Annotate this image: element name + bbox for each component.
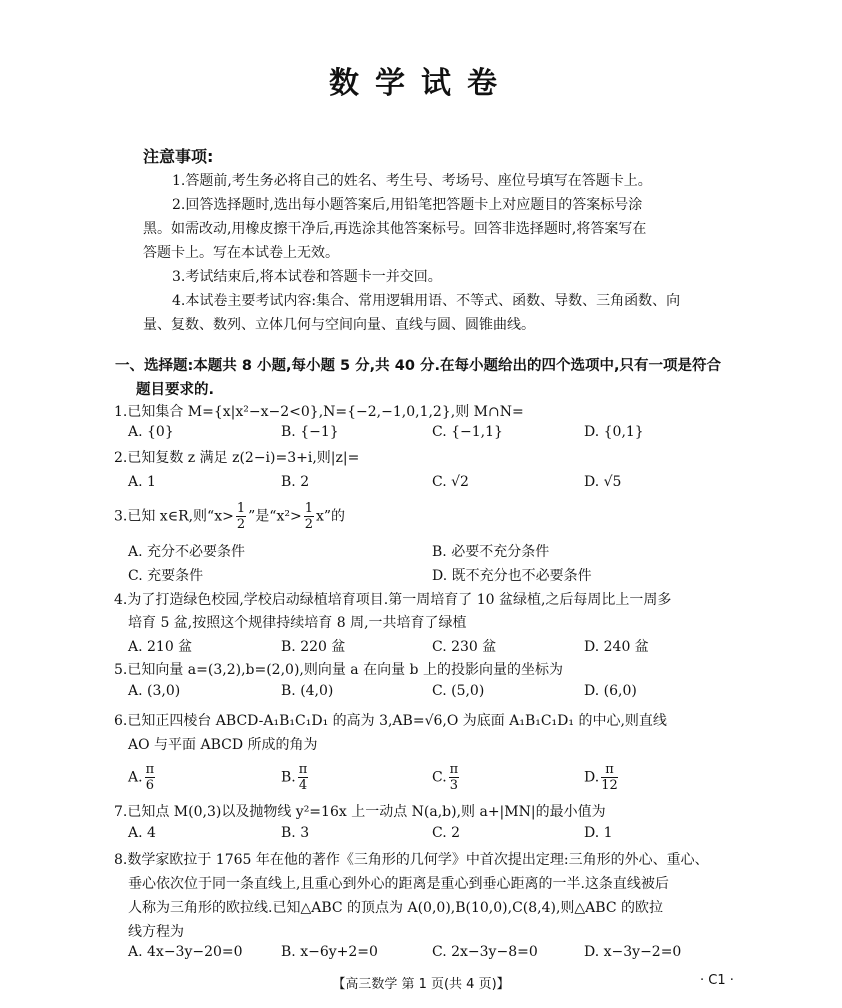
q4-option-d: D. 240 盆 bbox=[584, 639, 649, 655]
q8-option-c: C. 2x−3y−8=0 bbox=[432, 944, 538, 960]
notice-line: 答题卡上。写在本试卷上无效。 bbox=[143, 245, 339, 261]
section-heading: 一、选择题:本题共 8 小题,每小题 5 分,共 40 分.在每小题给出的四个选项中,只有一项是符合 bbox=[115, 358, 721, 374]
q7-option-a: A. 4 bbox=[128, 825, 156, 841]
question-8-stem-cont: 人称为三角形的欧拉线.已知△ABC 的顶点为 A(0,0),B(10,0),C(8,4),则△ABC 的欧拉 bbox=[128, 900, 664, 916]
q7-option-d: D. 1 bbox=[584, 825, 613, 841]
notice-line: 2.回答选择题时,选出每小题答案后,用铅笔把答题卡上对应题目的答案标号涂 bbox=[172, 197, 643, 213]
q3-option-a: A. 充分不必要条件 bbox=[128, 544, 246, 560]
fraction: $\frac{1}{2}$ bbox=[304, 501, 313, 532]
q6-option-b: B. $\frac{\pi}{4}$ bbox=[281, 762, 308, 793]
q6-option-c: C. $\frac{\pi}{3}$ bbox=[432, 762, 459, 793]
q2-option-d: D. √5 bbox=[584, 474, 622, 490]
q7-option-c: C. 2 bbox=[432, 825, 461, 841]
q4-option-b: B. 220 盆 bbox=[281, 639, 346, 655]
question-6-stem-cont: AO 与平面 ABCD 所成的角为 bbox=[128, 737, 318, 753]
q4-option-a: A. 210 盆 bbox=[128, 639, 193, 655]
notice-heading: 注意事项: bbox=[143, 147, 214, 166]
page-footer: 【高三数学 第 1 页(共 4 页)】 bbox=[332, 977, 510, 992]
q5-option-b: B. (4,0) bbox=[281, 683, 334, 699]
notice-line: 4.本试卷主要考试内容:集合、常用逻辑用语、不等式、函数、导数、三角函数、向 bbox=[172, 293, 681, 309]
fraction: $\frac{1}{2}$ bbox=[236, 501, 246, 532]
q5-option-c: C. (5,0) bbox=[432, 683, 485, 699]
q6-option-d: D. $\frac{\pi}{12}$ bbox=[584, 762, 618, 793]
section-heading-cont: 题目要求的. bbox=[136, 382, 215, 398]
notice-line: 量、复数、数列、立体几何与空间向量、直线与圆、圆锥曲线。 bbox=[143, 317, 535, 333]
q2-option-c: C. √2 bbox=[432, 474, 469, 490]
q2-option-b: B. 2 bbox=[281, 474, 310, 490]
q3-option-c: C. 充要条件 bbox=[128, 568, 204, 584]
q8-option-a: A. 4x−3y−20=0 bbox=[128, 944, 243, 960]
q1-option-b: B. {−1} bbox=[281, 424, 339, 440]
question-5-stem: 5.已知向量 a=(3,2),b=(2,0),则向量 a 在向量 b 上的投影向量的坐标为 bbox=[114, 662, 563, 678]
q8-option-b: B. x−6y+2=0 bbox=[281, 944, 378, 960]
question-3-stem: 3.已知 x∈R,则“x> $\frac{1}{2}$ ”是“x²> $\frac{1}{2}$ x”的 bbox=[114, 501, 346, 532]
question-4-stem: 4.为了打造绿色校园,学校启动绿植培育项目.第一周培育了 10 盆绿植,之后每周比上一周多 bbox=[114, 592, 672, 608]
page-title: 数学试卷 bbox=[329, 66, 513, 101]
q1-option-c: C. {−1,1} bbox=[432, 424, 503, 440]
notice-line: 1.答题前,考生务必将自己的姓名、考生号、考场号、座位号填写在答题卡上。 bbox=[172, 173, 652, 189]
q3-option-b: B. 必要不充分条件 bbox=[432, 544, 550, 560]
question-7-stem: 7.已知点 M(0,3)以及抛物线 y²=16x 上一动点 N(a,b),则 a+|MN|的最小值为 bbox=[114, 804, 606, 820]
q1-option-d: D. {0,1} bbox=[584, 424, 644, 440]
question-2-stem: 2.已知复数 z 满足 z(2−i)=3+i,则|z|= bbox=[114, 450, 360, 466]
question-8-stem-cont: 线方程为 bbox=[128, 924, 184, 940]
q3-option-d: D. 既不充分也不必要条件 bbox=[432, 568, 592, 584]
q8-option-d: D. x−3y−2=0 bbox=[584, 944, 682, 960]
question-8-stem: 8.数学家欧拉于 1765 年在他的著作《三角形的几何学》中首次提出定理:三角形的外心、重心、 bbox=[114, 852, 709, 868]
notice-line: 黑。如需改动,用橡皮擦干净后,再选涂其他答案标号。回答非选择题时,将答案写在 bbox=[143, 221, 647, 237]
question-4-stem-cont: 培育 5 盆,按照这个规律持续培育 8 周,一共培育了绿植 bbox=[128, 615, 467, 631]
q5-option-a: A. (3,0) bbox=[128, 683, 181, 699]
q7-option-b: B. 3 bbox=[281, 825, 310, 841]
q2-option-a: A. 1 bbox=[128, 474, 156, 490]
q6-option-a: A. $\frac{\pi}{6}$ bbox=[128, 762, 155, 793]
question-8-stem-cont: 垂心依次位于同一条直线上,且重心到外心的距离是重心到垂心距离的一半.这条直线被后 bbox=[128, 876, 669, 892]
question-1-stem: 1.已知集合 M={x|x²−x−2<0},N={−2,−1,0,1,2},则 M∩N= bbox=[114, 404, 524, 420]
q5-option-d: D. (6,0) bbox=[584, 683, 637, 699]
q1-option-a: A. {0} bbox=[128, 424, 174, 440]
question-6-stem: 6.已知正四棱台 ABCD-A₁B₁C₁D₁ 的高为 3,AB=√6,O 为底面 A₁B₁C₁D₁ 的中心,则直线 bbox=[114, 713, 667, 729]
notice-line: 3.考试结束后,将本试卷和答题卡一并交回。 bbox=[172, 269, 442, 285]
q4-option-c: C. 230 盆 bbox=[432, 639, 497, 655]
page-code: · C1 · bbox=[700, 973, 734, 988]
